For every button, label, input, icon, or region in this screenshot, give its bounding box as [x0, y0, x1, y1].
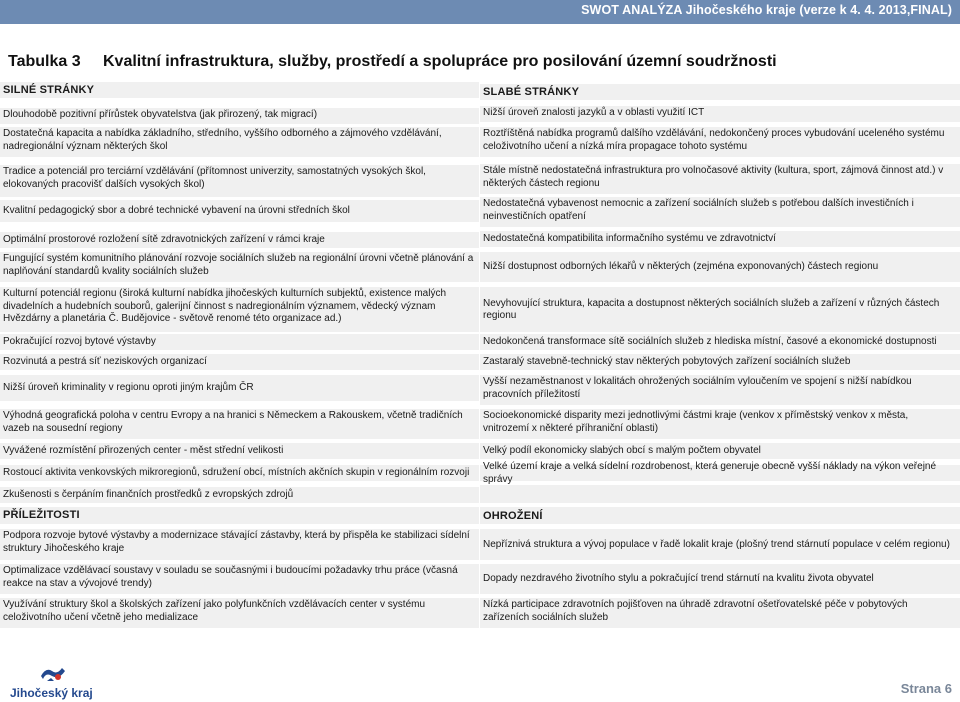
weakness-item: Roztříštěná nabídka programů dalšího vzdělávání, nedokončený proces vybudování uceleného systému celoživotního učení a nízká míra propagace tohoto systému [480, 127, 960, 157]
top-bar [0, 0, 960, 24]
strength-item: Zkušenosti s čerpáním finančních prostředků z evropských zdrojů [0, 487, 479, 503]
weakness-item: Zastaralý stavebně-technický stav některých pobytových zařízení sociálních služeb [480, 354, 960, 370]
opportunity-item: Optimalizace vzdělávací soustavy v souladu se současnými i budoucími požadavky trhu práce (včasná reakce na stav a vývojové trendy) [0, 564, 479, 594]
weakness-item: Stále místně nedostatečná infrastruktura pro volnočasové aktivity (kultura, sport, zájmová činnost atd.) v některých částech regionu [480, 164, 960, 194]
strength-item: Nižší úroveň kriminality v regionu oproti jiným krajům ČR [0, 375, 479, 401]
weakness-item: Socioekonomické disparity mezi jednotlivými částmi kraje (venkov x příměstský venkov x města, vnitrozemí x některé příhraniční oblasti) [480, 409, 960, 439]
weakness-item: Nedokončená transformace sítě sociálních služeb z hlediska místní, časové a ekonomické dostupnosti [480, 334, 960, 350]
weakness-item: Nedostatečná kompatibilita informačního systému ve zdravotnictví [480, 231, 960, 247]
jihocesky-kraj-logo [10, 664, 100, 700]
region-emblem-icon [38, 664, 68, 684]
opportunity-item: Využívání struktury škol a školských zařízení jako polyfunkčních vzdělávacích center v systému celoživotního učení včetně jeho medializace [0, 598, 479, 628]
strengths-heading: SILNÉ STRÁNKY [0, 82, 479, 98]
page-number: Strana 6 [900, 681, 952, 696]
weakness-item: Nevyhovující struktura, kapacita a dostupnost některých sociálních služeb a zařízení v různých částech regionu [480, 287, 960, 332]
weakness-item: Nedostatečná vybavenost nemocnic a zařízení sociálních služeb s potřebou dalších investičních i neinvestičních opatření [480, 197, 960, 227]
threats-heading: OHROŽENÍ [480, 507, 960, 524]
strength-item: Fungující systém komunitního plánování rozvoje sociálních služeb na regionální úrovni včetně plánování a naplňování standardů kvality sociálních služeb [0, 252, 479, 282]
strength-item: Kulturní potenciál regionu (široká kulturní nabídka jihočeských kulturních subjektů, existence malých divadelních a hudebních souborů, galerijní činnost s nadregionálním významem, vědecký význam Hvězdárny a planetária Č. Budějovice - světově renomé této organizace ad.) [0, 287, 479, 332]
weakness-item: Nižší úroveň znalosti jazyků a v oblasti využití ICT [480, 106, 960, 122]
opportunities-heading: PŘÍLEŽITOSTI [0, 507, 479, 524]
threat-item: Nepříznivá struktura a vývoj populace v řadě lokalit kraje (plošný trend stárnutí populace v celém regionu) [480, 529, 960, 560]
table-heading [8, 53, 952, 73]
strength-item: Rostoucí aktivita venkovských mikroregionů, sdružení obcí, místních akčních skupin v regionálním rozvoji [0, 465, 479, 481]
weakness-item: Velké území kraje a velká sídelní rozdrobenost, která generuje obecně vyšší náklady na výkon veřejné správy [480, 465, 960, 481]
strength-item: Vyvážené rozmístění přirozených center - měst střední velikosti [0, 443, 479, 459]
opportunity-item: Podpora rozvoje bytové výstavby a modernizace stávající zástavby, která by přispěla ke stabilizaci sídelní struktury Jihočeského kraje [0, 529, 479, 560]
strength-item: Rozvinutá a pestrá síť neziskových organizací [0, 354, 479, 370]
weakness-item: Vyšší nezaměstnanost v lokalitách ohrožených sociálním vyloučením ve spojení s nižší nabídkou pracovních příležitostí [480, 375, 960, 405]
threat-item: Dopady nezdravého životního stylu a pokračující trend stárnutí na kvalitu života obyvatel [480, 564, 960, 594]
weakness-spacer [480, 485, 960, 503]
strength-item: Kvalitní pedagogický sbor a dobré technické vybavení na úrovni středních škol [0, 200, 479, 222]
table-title: Kvalitní infrastruktura, služby, prostředí a spolupráce pro posilování územní soudržnosti [103, 53, 777, 70]
strength-item: Pokračující rozvoj bytové výstavby [0, 334, 479, 350]
weaknesses-heading: SLABÉ STRÁNKY [480, 84, 960, 100]
logo-text: Jihočeský kraj [10, 686, 93, 700]
threat-item: Nízká participace zdravotních pojišťoven na úhradě zdravotní ošetřovatelské péče v pobytových zařízeních sociálních služeb [480, 598, 960, 628]
strength-item: Tradice a potenciál pro terciární vzdělávání (přítomnost univerzity, samostatných vysokých škol, elokovaných pracovišť dalších vysokých škol) [0, 165, 479, 197]
strength-item: Dostatečná kapacita a nabídka základního, středního, vyššího odborného a zájmového vzdělávání, nadregionální význam některých škol [0, 127, 479, 157]
weakness-item: Velký podíl ekonomicky slabých obcí s malým počtem obyvatel [480, 443, 960, 459]
strength-item: Dlouhodobě pozitivní přírůstek obyvatelstva (jak přirozený, tak migrací) [0, 108, 479, 124]
document-title: SWOT ANALÝZA Jihočeského kraje (verze k 4. 4. 2013,FINAL) [581, 3, 952, 17]
strength-item: Optimální prostorové rozložení sítě zdravotnických zařízení v rámci kraje [0, 232, 479, 248]
strength-item: Výhodná geografická poloha v centru Evropy a na hranici s Německem a Rakouskem, včetně tradičních vazeb na sousední regiony [0, 409, 479, 439]
weakness-item: Nižší dostupnost odborných lékařů v některých (zejména exponovaných) částech regionu [480, 252, 960, 282]
table-label: Tabulka 3 [8, 53, 81, 70]
